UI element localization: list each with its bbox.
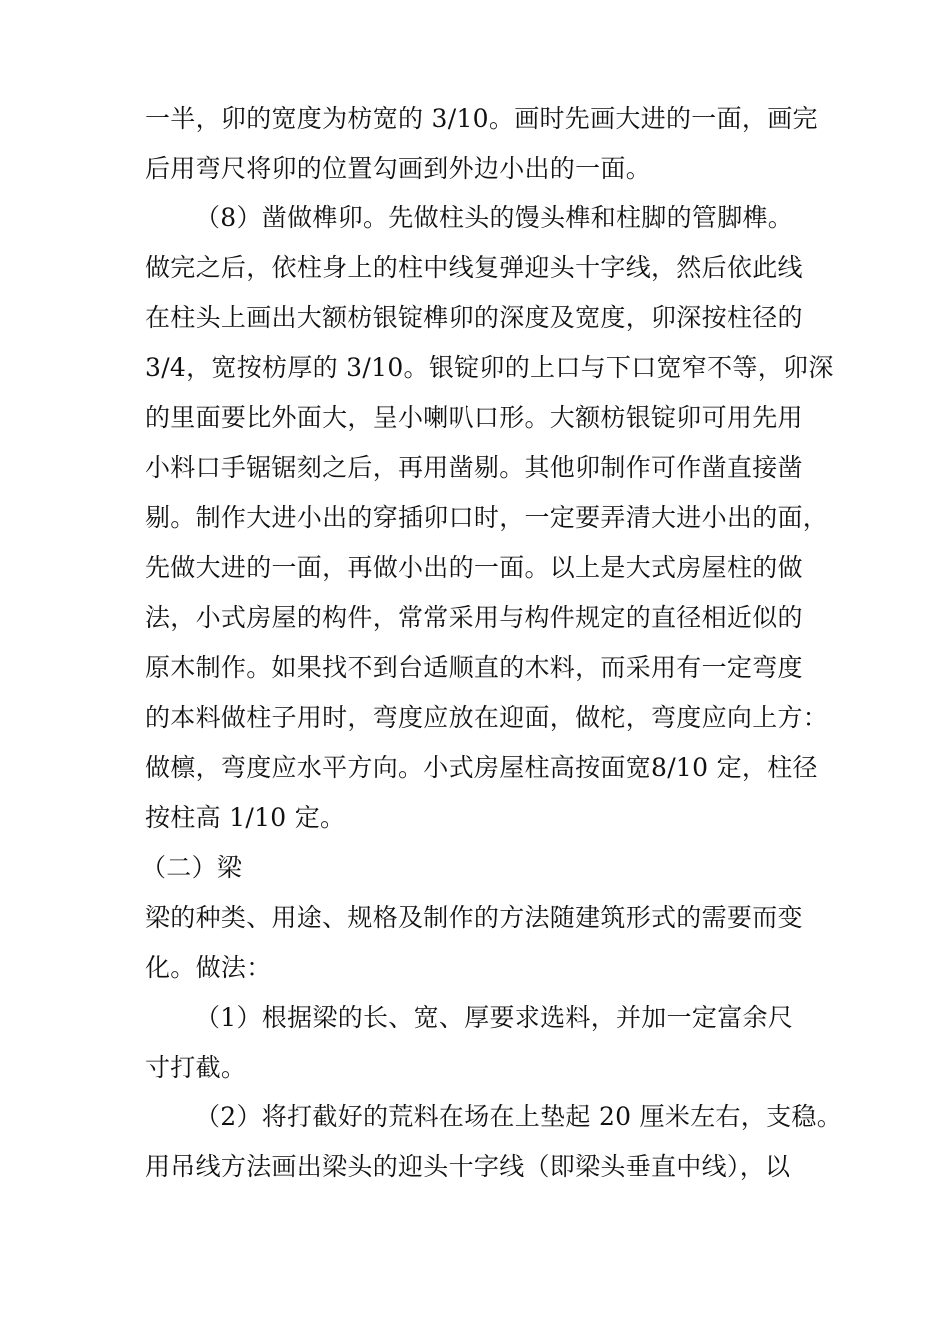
paragraph-line: 寸打截。	[145, 1053, 247, 1082]
paragraph-line: 小料口手锯锯刻之后，再用凿剔。其他卯制作可作凿直接凿	[145, 453, 803, 482]
paragraph-line: 原木制作。如果找不到台适顺直的木料，而采用有一定弯度	[145, 653, 803, 682]
paragraph-line: 后用弯尺将卯的位置勾画到外边小出的一面。	[145, 154, 652, 183]
paragraph-line: （1）根据梁的长、宽、厚要求选料，并加一定富余尺	[195, 1003, 794, 1032]
paragraph-line: 按柱高 1/10 定。	[145, 803, 346, 832]
paragraph-line: 做完之后，依柱身上的柱中线复弹迎头十字线，然后依此线	[145, 253, 803, 282]
paragraph-line: 的里面要比外面大，呈小喇叭口形。大额枋银锭卯可用先用	[145, 403, 803, 432]
paragraph-line: 法，小式房屋的构件，常常采用与构件规定的直径相近似的	[145, 603, 803, 632]
paragraph-line: 3/4，宽按枋厚的 3/10。银锭卯的上口与下口宽窄不等，卯深	[145, 353, 834, 382]
paragraph-line: 做檩，弯度应水平方向。小式房屋柱高按面宽8/10 定，柱径	[145, 753, 818, 782]
paragraph-line: （2）将打截好的荒料在场在上垫起 20 厘米左右，支稳。	[195, 1102, 843, 1131]
paragraph-line: 梁的种类、用途、规格及制作的方法随建筑形式的需要而变	[145, 903, 803, 932]
paragraph-line: 先做大进的一面，再做小出的一面。以上是大式房屋柱的做	[145, 553, 803, 582]
paragraph-line: 化。做法：	[145, 953, 272, 982]
section-heading: （二）梁	[141, 853, 243, 882]
paragraph-line: 剔。制作大进小出的穿插卯口时，一定要弄清大进小出的面，	[145, 503, 829, 532]
paragraph-line: 用吊线方法画出梁头的迎头十字线（即梁头垂直中线），以	[145, 1152, 791, 1181]
paragraph-line: 的本料做柱子用时，弯度应放在迎面，做柁，弯度应向上方：	[145, 703, 829, 732]
paragraph-line: 一半，卯的宽度为枋宽的 3/10。画时先画大进的一面，画完	[145, 104, 818, 133]
paragraph-line: 在柱头上画出大额枋银锭榫卯的深度及宽度，卯深按柱径的	[145, 303, 803, 332]
paragraph-line: （8）凿做榫卯。先做柱头的馒头榫和柱脚的管脚榫。	[195, 203, 794, 232]
